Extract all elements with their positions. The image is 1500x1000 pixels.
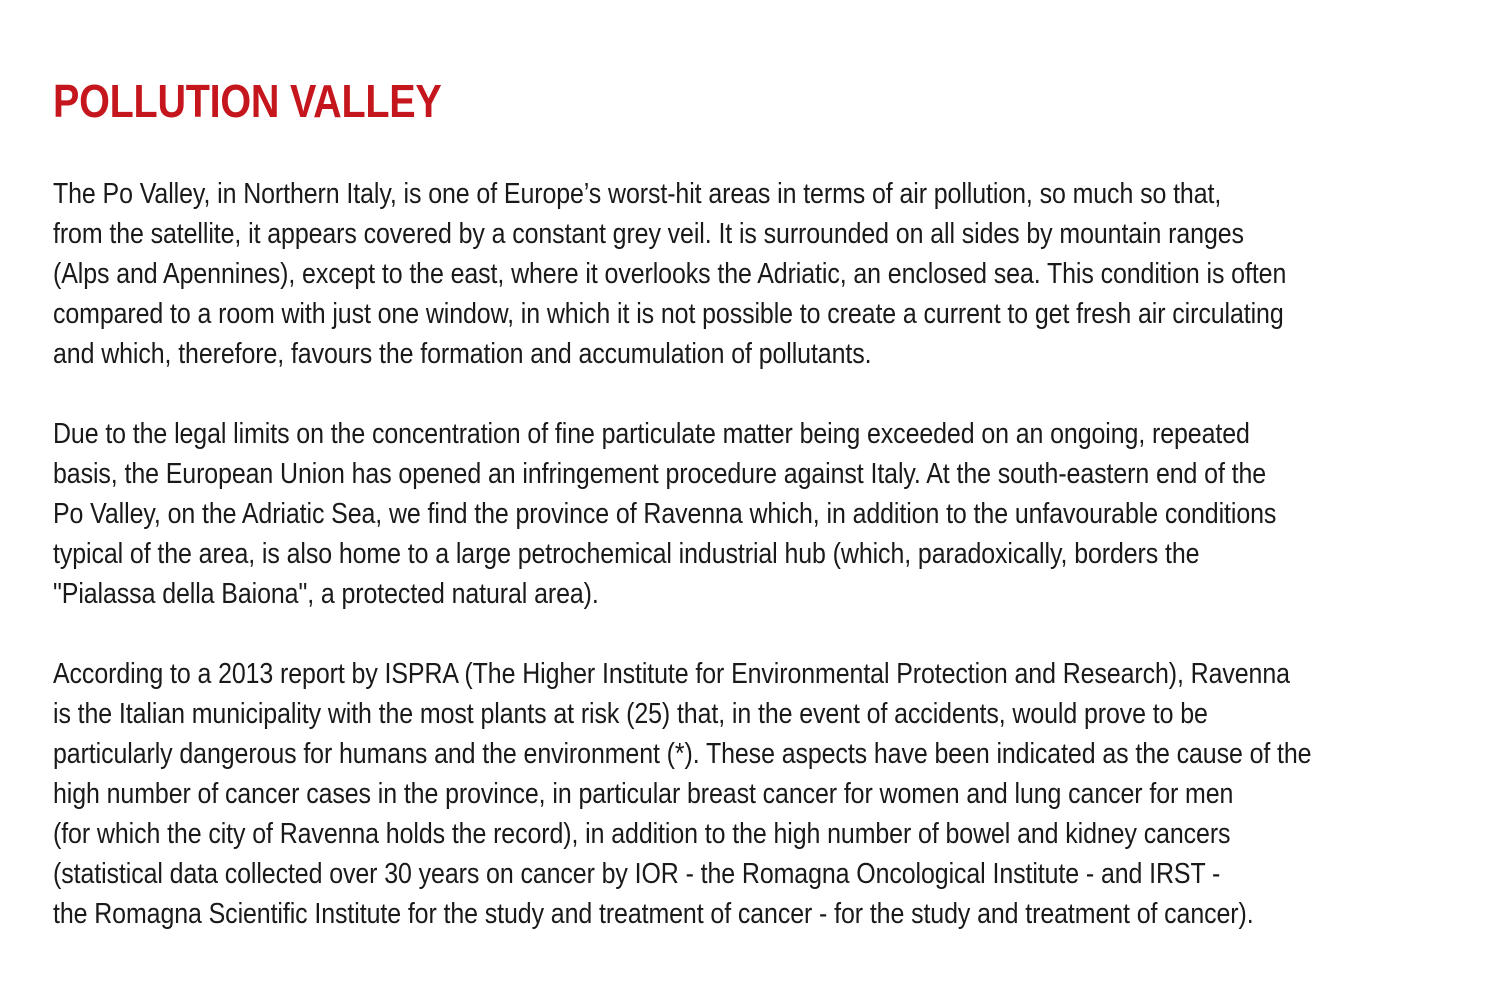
paragraph-line: from the satellite, it appears covered by a constant grey veil. It is surrounded on all sides by mountain ranges xyxy=(53,218,1244,250)
paragraph-po-valley xyxy=(53,174,1473,374)
paragraph-line: (for which the city of Ravenna holds the record), in addition to the high number of bowel and kidney cancers xyxy=(53,818,1231,850)
paragraph-legal-limits xyxy=(53,414,1473,614)
paragraph-line: high number of cancer cases in the province, in particular breast cancer for women and lung cancer for men xyxy=(53,778,1234,810)
paragraph-line: According to a 2013 report by ISPRA (The Higher Institute for Environmental Protection and Research), Ravenna xyxy=(53,658,1290,690)
paragraph-line: basis, the European Union has opened an infringement procedure against Italy. At the south-eastern end of the xyxy=(53,458,1267,490)
paragraph-line: particularly dangerous for humans and the environment (*). These aspects have been indicated as the cause of the xyxy=(53,738,1312,770)
paragraph-line: the Romagna Scientific Institute for the study and treatment of cancer - for the study and treatment of cancer). xyxy=(53,898,1254,930)
paragraph-line: is the Italian municipality with the most plants at risk (25) that, in the event of accidents, would prove to be xyxy=(53,698,1208,730)
paragraph-line: (Alps and Apennines), except to the east, where it overlooks the Adriatic, an enclosed sea. This condition is often xyxy=(53,258,1287,290)
paragraph-line: and which, therefore, favours the formation and accumulation of pollutants. xyxy=(53,338,872,370)
paragraph-ispra-report xyxy=(53,654,1473,934)
paragraph-line: The Po Valley, in Northern Italy, is one of Europe’s worst-hit areas in terms of air pollution, so much so that, xyxy=(53,178,1222,210)
paragraph-line: Due to the legal limits on the concentration of fine particulate matter being exceeded on an ongoing, repeated xyxy=(53,418,1250,450)
paragraph-line: typical of the area, is also home to a large petrochemical industrial hub (which, paradoxically, borders the xyxy=(53,538,1200,570)
paragraph-line: "Pialassa della Baiona", a protected natural area). xyxy=(53,578,599,610)
document-page xyxy=(53,72,1473,974)
paragraph-line: compared to a room with just one window, in which it is not possible to create a current to get fresh air circulating xyxy=(53,298,1284,330)
page-title: POLLUTION VALLEY xyxy=(53,75,442,127)
paragraph-line: (statistical data collected over 30 years on cancer by IOR - the Romagna Oncological Institute - and IRST - xyxy=(53,858,1221,890)
paragraph-line: Po Valley, on the Adriatic Sea, we find the province of Ravenna which, in addition to the unfavourable conditions xyxy=(53,498,1277,530)
